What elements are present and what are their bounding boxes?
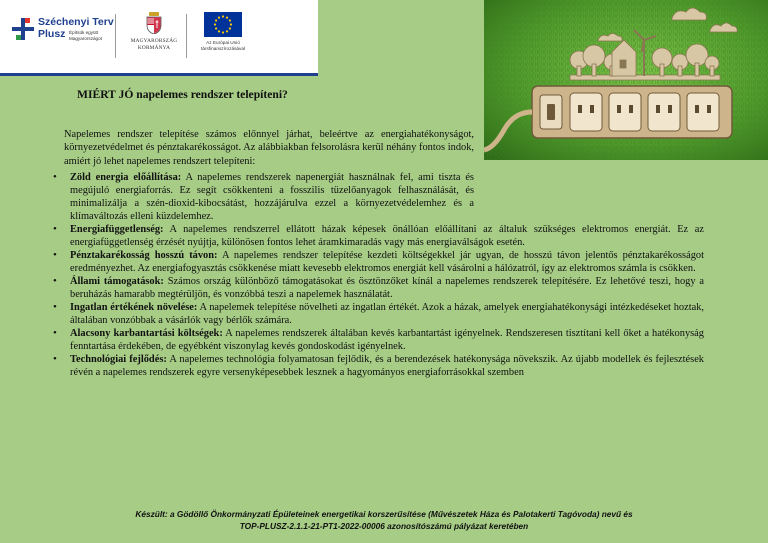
eu-text: Az Európai Unió társfinanszírozásával (200, 40, 246, 51)
eu-logo (188, 12, 258, 64)
coat-of-arms-icon (146, 12, 162, 34)
list-item-title: Energiafüggetlenség: (70, 224, 164, 235)
list-item (52, 301, 704, 327)
list-item (52, 275, 704, 301)
szechenyi-plusz: Plusz (38, 28, 66, 40)
list-item (52, 327, 704, 353)
logo-divider (186, 14, 187, 58)
footer-line-2: TOP-PLUSZ-2.1.1-21-PT1-2022-00006 azonosítószámú pályázat keretében (239, 521, 529, 531)
power-strip-illustration (484, 0, 768, 160)
footer-line-1: Készült: a Gödöllő Önkormányzati Épületeinek energetikai korszerűsítése (Művészetek Háza és Palotakerti Tagóvoda) nevű és (135, 509, 633, 519)
list-item (52, 353, 704, 379)
logo-divider (115, 14, 116, 58)
list-item-text: A napelemes rendszerek napenergiát használnak fel, ami tiszta és megújuló energiaforrás. Ez segít csökkenteni a fosszilis tüzelőanyagok felhasználását, és minimalizálja a szén-dioxid-kibocsátást, hozzájárulva ezzel a környezetvédelemhez és a klímaváltozás elleni küzdelemhez. (70, 172, 474, 222)
magyarorszag-kormanya-logo (124, 12, 184, 64)
benefits-list (52, 171, 704, 379)
list-item (52, 171, 704, 223)
magyarorszag-text: MAGYARORSZÁG KORMÁNYA (130, 38, 178, 51)
list-item (52, 249, 704, 275)
szechenyi-terv-logo (12, 16, 112, 66)
list-item-text: A napelemek telepítése növelheti az ingatlan értékét. Azok a házak, amelyek energiahatékonysági intézkedéseket hoztak, általában vonzóbbak a vásárlók vagy bérlők számára. (70, 302, 705, 326)
list-item-text: A napelemes rendszerek általában kevés karbantartást igényelnek. Rendszeresen tisztítani kell őket a hatékonyság fenntartása érdekében, de egyébként viszonylag kevés gondoskodást igényelnek. (70, 328, 704, 352)
eu-flag-icon (204, 12, 242, 37)
list-item-title: Állami támogatások: (70, 276, 164, 287)
list-item-title: Ingatlan értékének növelése: (70, 302, 198, 313)
list-item (52, 223, 704, 249)
logo-banner (0, 0, 318, 76)
szechenyi-tagline: Építsük együtt Magyarországot (69, 30, 102, 41)
list-item-text: A napelemes rendszer telepítése kezdeti költségekkel jár ugyan, de hosszú távon jelentős pénztakarékosságot eredményezhet. Az energiafogyasztás csökkenése miatt kevesebb elektromos energiát kell vásárolni a hálózatról, így az elektromos számla is csökken. (70, 250, 704, 274)
footer-note (60, 508, 708, 532)
list-item-text: Számos ország különböző támogatásokat és ösztönzőket kínál a napelemes rendszerek telepítésére. Ez lehetővé teszi, hogy a beruházás hamarabb megtérüljön, és vonzóbbá teszi a napelemek használatát. (70, 276, 704, 300)
intro-paragraph: Napelemes rendszer telepítése számos előnnyel járhat, beleértve az energiahatékonyságot, környezetvédelmet és pénztakarékosságot. Az alábbiakban felsorolásra kerül néhány fontos indok, amiért jó lehet napelemes rendszert telepíteni: (64, 129, 474, 167)
page-title: MIÉRT JÓ napelemes rendszer telepíteni? (77, 88, 288, 101)
szechenyi-title: Széchenyi Terv (38, 16, 114, 28)
list-item-title: Technológiai fejlődés: (70, 354, 167, 365)
list-item-title: Alacsony karbantartási költségek: (70, 328, 223, 339)
list-item-text: A napelemes technológia folyamatosan fejlődik, és a berendezések hatékonysága növekszik. Az újabb modellek és fejlesztések révén a napelemes rendszerek egyre versenyképesebbek lesznek a hagyományos energiaforrásokkal szemben (70, 354, 704, 378)
power-strip-grass-photo (484, 0, 768, 160)
list-item-text: A napelemes rendszerrel ellátott házak képesek önállóan előállítani az általuk szükséges elektromos energiát. Ez az energiafüggetlenség érzését nyújtja, különösen fontos lehet áramkimaradás vagy más energiaválságok esetén. (70, 224, 704, 248)
szechenyi-cross-icon (12, 18, 34, 40)
list-item-title: Pénztakarékosság hosszú távon: (70, 250, 218, 261)
list-item-title: Zöld energia előállítása: (70, 172, 182, 183)
